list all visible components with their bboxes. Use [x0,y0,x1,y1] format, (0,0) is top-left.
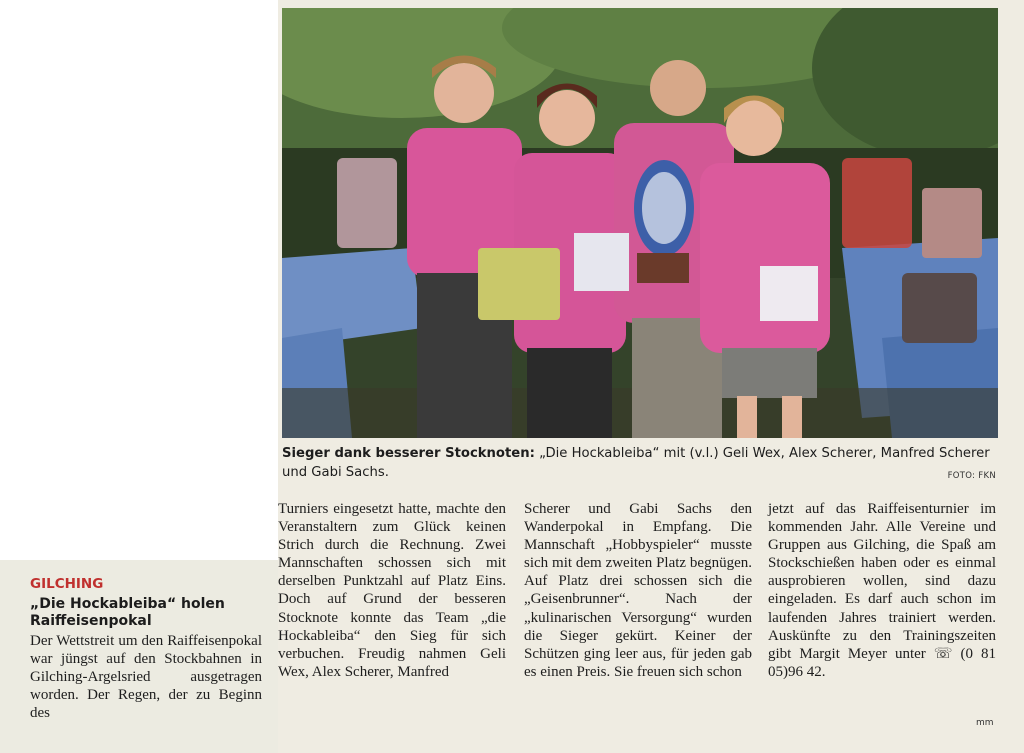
article-column-4 [768,500,996,681]
column-4-text: jetzt auf das Raiffeisenturnier im kommenden Jahr. Alle Vereine und Gruppen aus Gilching, die Spaß am Stockschießen haben oder es einmal ausprobieren wollen, sind dazu eingeladen. Es darf auch schon im laufenden Jahres trainiert werden. Auskünfte zu den Trainingszeiten gibt Margit Meyer unter ☏ (0 81 05)96 42. [768,501,996,680]
article-headline: „Die Hockableiba“ holen Raiffeisenpokal [30,596,225,629]
caption-bold-lead: Sieger dank besserer Stocknoten: [282,446,535,461]
article-column-2 [278,500,506,681]
article-column-3 [524,500,752,681]
photo-caption [282,444,998,482]
column-1-text: Der Wettstreit um den Raiffeisenpokal war jüngst auf den Stockbahnen in Gilching-Argelsried ausgetragen worden. Der Regen, der zu Beginn des [30,633,262,722]
column-2-text: Turniers eingesetzt hatte, machte den Veranstaltern zum Glück keinen Strich durch die Rechnung. Zwei Mannschaften schossen sich mit derselben Punktzahl auf Platz Eins. Doch auf Grund der besseren Stocknote konnte das Team „die Hockableiba“ den Sieg für sich verbuchen. Freudig nahmen Geli Wex, Alex Scherer, Manfred [278,501,506,680]
blank-area [0,0,278,560]
column-3-text: Scherer und Gabi Sachs den Wanderpokal in Empfang. Die Mannschaft „Hobbyspieler“ musste sich mit dem zweiten Platz begnügen. Auf Platz drei schossen sich die „Geisenbrunner“. Nach der „kulinarischen Versorgung“ wurden die Sieger gekürt. Keiner der Schützen ging leer aus, für jeden gab es einen Preis. Sie freuen sich schon [524,501,752,680]
author-signature: mm [976,718,994,728]
article-column-1 [30,632,262,722]
photo-credit: FOTO: FKN [947,471,996,481]
caption-text: „Die Hockableiba“ mit (v.l.) Geli Wex, Alex Scherer, Manfred Scherer und Gabi Sachs. [282,446,990,480]
team-photo [282,8,998,438]
section-label: GILCHING [30,576,104,592]
